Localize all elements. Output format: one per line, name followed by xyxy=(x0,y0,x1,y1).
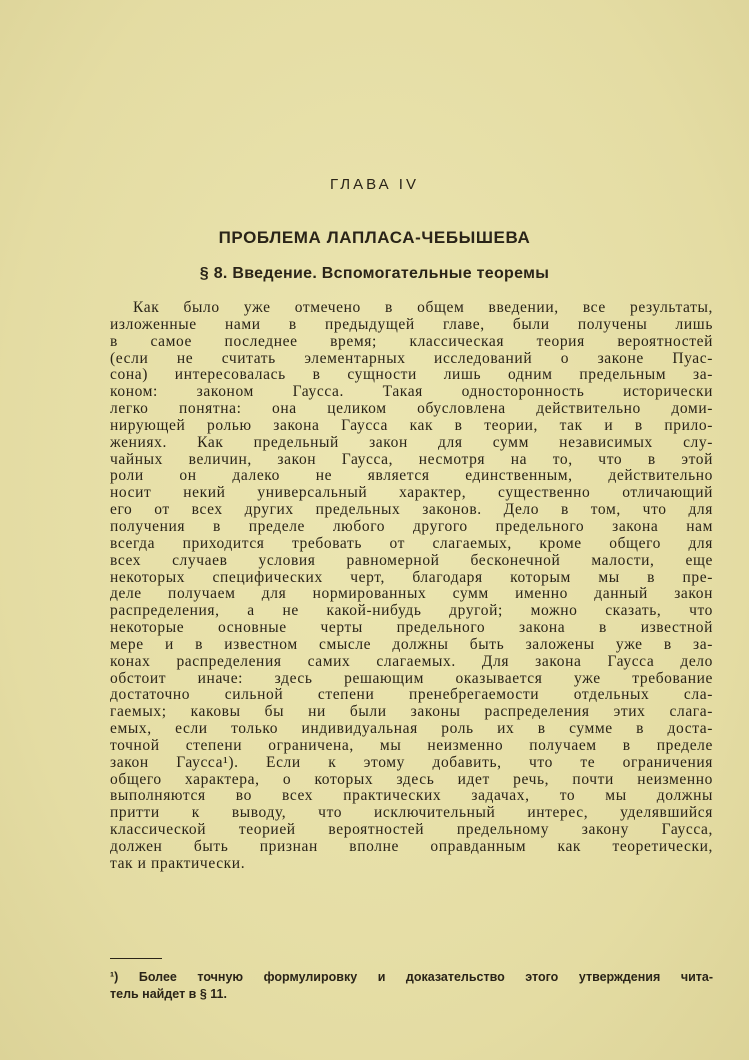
body-line: получения в пределе любого другого предельного закона нам xyxy=(110,518,713,535)
footnote-rule xyxy=(110,958,162,959)
body-line: всегда приходится требовать от слагаемых, кроме общего для xyxy=(110,535,713,552)
body-line: классической теорией вероятностей предельному закону Гаусса, xyxy=(110,822,713,839)
body-line: конах распределения самих слагаемых. Для закона Гаусса дело xyxy=(110,653,713,670)
body-line: так и практически. xyxy=(110,855,246,872)
body-line: некоторые основные черты предельного закона в известной xyxy=(110,620,713,637)
body-line: притти к выводу, что исключительный интерес, уделявшийся xyxy=(110,805,713,822)
body-line: нирующей ролью закона Гаусса как в теории, так и в прило- xyxy=(110,417,713,434)
body-line: деле получаем для нормированных сумм именно данный закон xyxy=(110,586,713,603)
body-line: распределения, а не какой-нибудь другой; можно сказать, что xyxy=(110,603,713,620)
body-line: жениях. Как предельный закон для сумм независимых слу- xyxy=(110,434,713,451)
body-line: коном: законом Гаусса. Такая односторонность исторически xyxy=(110,384,713,401)
body-line: гаемых; каковы бы ни были законы распределения этих слага- xyxy=(110,704,713,721)
body-line: обстоит иначе: здесь решающим оказывается уже требование xyxy=(110,670,713,687)
body-line: легко понятна: она целиком обусловлена действительно доми- xyxy=(110,401,713,418)
body-line: должен быть признан вполне оправданным как теоретически, xyxy=(110,839,713,855)
body-line: достаточно сильной степени пренебрегаемости отдельных сла- xyxy=(110,687,713,704)
body-line: его от всех других предельных законов. Дело в том, что для xyxy=(110,502,713,519)
body-line: выполняются во всех практических задачах, то мы должны xyxy=(110,788,713,805)
body-line: Как было уже отмечено в общем введении, все результаты, xyxy=(133,300,713,316)
footnote xyxy=(110,969,713,1003)
body-line: чайных величин, закон Гаусса, несмотря на то, что в этой xyxy=(110,451,713,468)
section-heading: § 8. Введение. Вспомогательные теоремы xyxy=(199,265,550,282)
body-line: емых, если только индивидуальная роль их в сумме в доста- xyxy=(110,721,713,738)
body-line: общего характера, о которых здесь идет речь, почти неизменно xyxy=(110,771,713,788)
body-line: точной степени ограничена, мы неизменно получаем в пределе xyxy=(110,737,713,754)
chapter-label: ГЛАВА IV xyxy=(330,176,419,193)
body-line: в самое последнее время; классическая теория вероятностей xyxy=(110,333,713,350)
body-line: сона) интересовалась в сущности лишь одним предельным за- xyxy=(110,367,713,384)
body-line: всех случаев условия равномерной бесконечной малости, еще xyxy=(110,552,713,569)
body-line: (если не считать элементарных исследований о законе Пуас- xyxy=(110,350,713,367)
body-line: носит некий универсальный характер, существенно отличающий xyxy=(110,485,713,502)
body-line: мере и в известном смысле должны быть заложены уже в за- xyxy=(110,636,713,653)
footnote-line: тель найдет в § 11. xyxy=(110,987,227,1001)
chapter-title: ПРОБЛЕМА ЛАПЛАСА-ЧЕБЫШЕВА xyxy=(218,228,531,247)
body-line: некоторых специфических черт, благодаря которым мы в пре- xyxy=(110,569,713,586)
footnote-line: ¹) Более точную формулировку и доказательство этого утверждения чита- xyxy=(110,970,713,984)
body-text xyxy=(110,300,713,873)
body-line: изложенные нами в предыдущей главе, были получены лишь xyxy=(110,316,713,333)
body-line: закон Гаусса¹). Если к этому добавить, что те ограничения xyxy=(110,754,713,771)
body-line: роли он далеко не является единственным, действительно xyxy=(110,468,713,485)
